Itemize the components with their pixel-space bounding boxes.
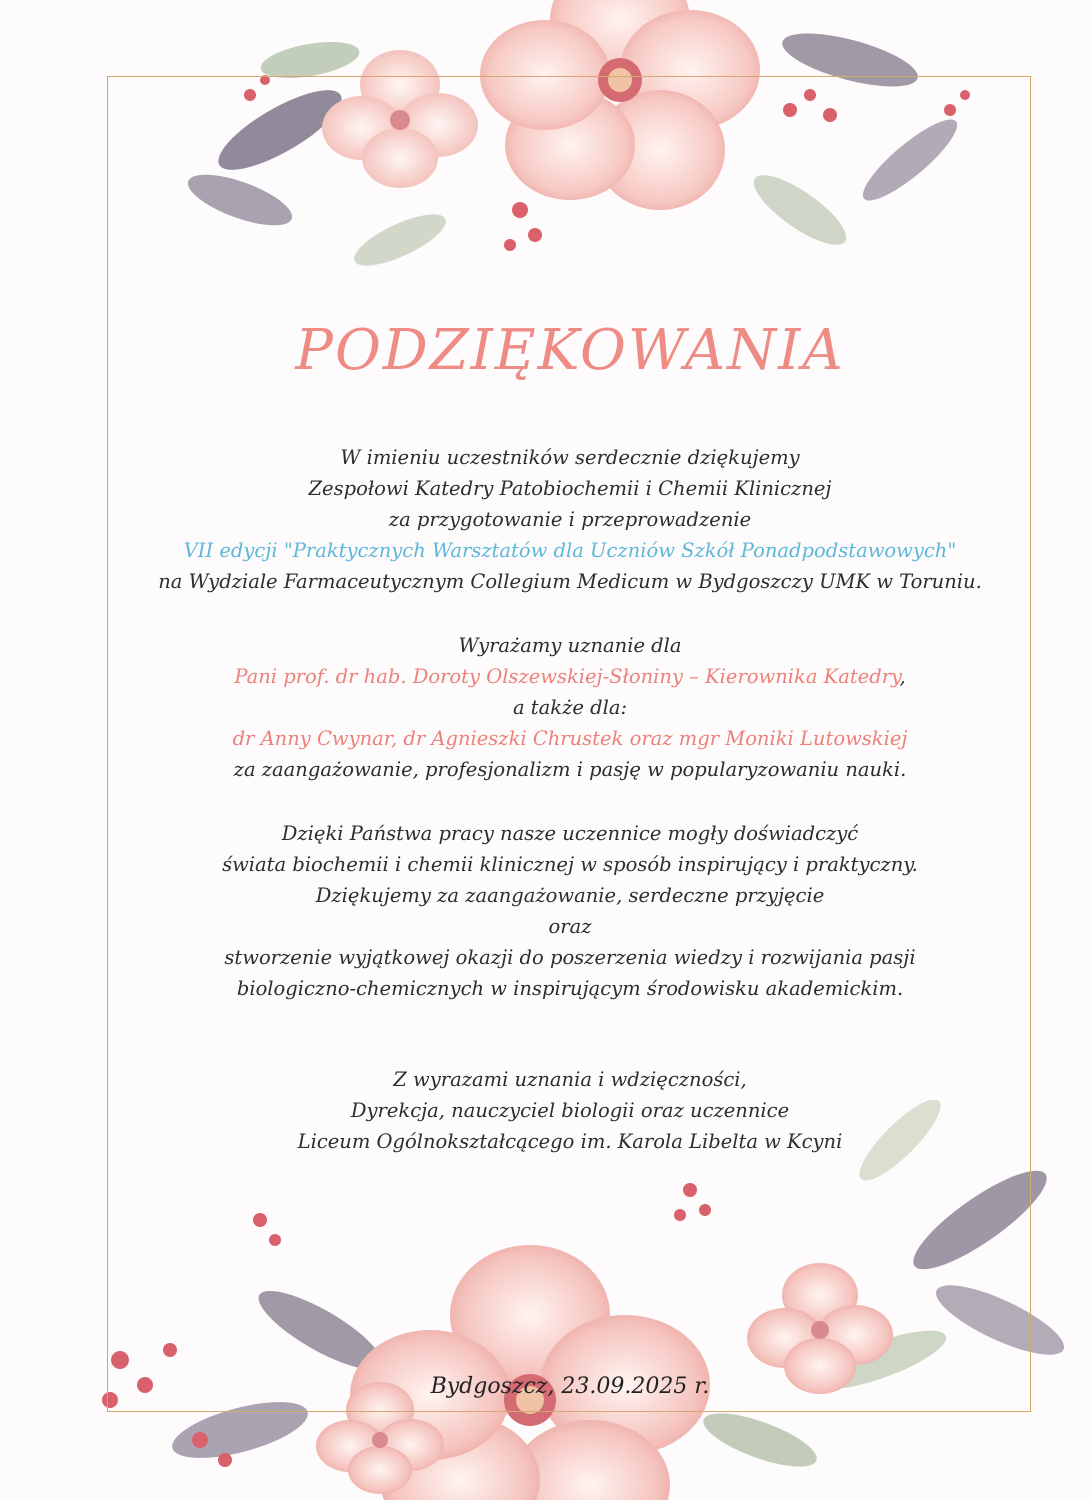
intro-line: na Wydziale Farmaceutycznym Collegium Medicum w Bydgoszczy UMK w Toruniu.: [158, 570, 982, 593]
thanks-line: biologiczno-chemicznych w inspirującym środowisku akademickim.: [236, 977, 904, 1000]
recognition-line-head: [110, 661, 1030, 692]
recognition-paragraph: [110, 630, 1030, 785]
comma: ,: [899, 665, 906, 688]
thanks-line: oraz: [548, 915, 592, 938]
place-and-date: Bydgoszcz, 23.09.2025 r.: [430, 1374, 710, 1399]
intro-line: Zespołowi Katedry Patobiochemii i Chemii Klinicznej: [308, 477, 832, 500]
intro-line: za przygotowanie i przeprowadzenie: [388, 508, 752, 531]
closing-paragraph: [110, 1064, 1030, 1157]
staff-names: dr Anny Cwynar, dr Agnieszki Chrustek oraz mgr Moniki Lutowskiej: [232, 727, 908, 750]
recognition-line: Wyrażamy uznanie dla: [458, 634, 682, 657]
thanks-line: Dziękujemy za zaangażowanie, serdeczne przyjęcie: [315, 884, 825, 907]
recognition-line: za zaangażowanie, profesjonalizm i pasję w popularyzowaniu nauki.: [233, 758, 907, 781]
thanks-line: Dzięki Państwa pracy nasze uczennice mogły doświadczyć: [281, 822, 859, 845]
thanks-line: świata biochemii i chemii klinicznej w sposób inspirujący i praktyczny.: [222, 853, 918, 876]
thanks-paragraph: [110, 818, 1030, 1004]
thanks-line: stworzenie wyjątkowej okazji do poszerzenia wiedzy i rozwijania pasji: [224, 946, 916, 969]
intro-paragraph: [110, 442, 1030, 597]
closing-line: Dyrekcja, nauczyciel biologii oraz uczennice: [350, 1099, 790, 1122]
closing-line: Z wyrazami uznania i wdzięczności,: [393, 1068, 747, 1091]
recognition-line: a także dla:: [512, 696, 628, 719]
certificate-title: PODZIĘKOWANIA: [295, 318, 845, 383]
closing-line: Liceum Ogólnokształcącego im. Karola Libelta w Kcyni: [297, 1130, 843, 1153]
intro-line: W imieniu uczestników serdecznie dziękujemy: [340, 446, 800, 469]
head-of-department-name: Pani prof. dr hab. Doroty Olszewskiej-Słoniny – Kierownika Katedry: [234, 665, 900, 688]
workshop-name: VII edycji "Praktycznych Warsztatów dla Uczniów Szkół Ponadpodstawowych": [183, 539, 957, 562]
